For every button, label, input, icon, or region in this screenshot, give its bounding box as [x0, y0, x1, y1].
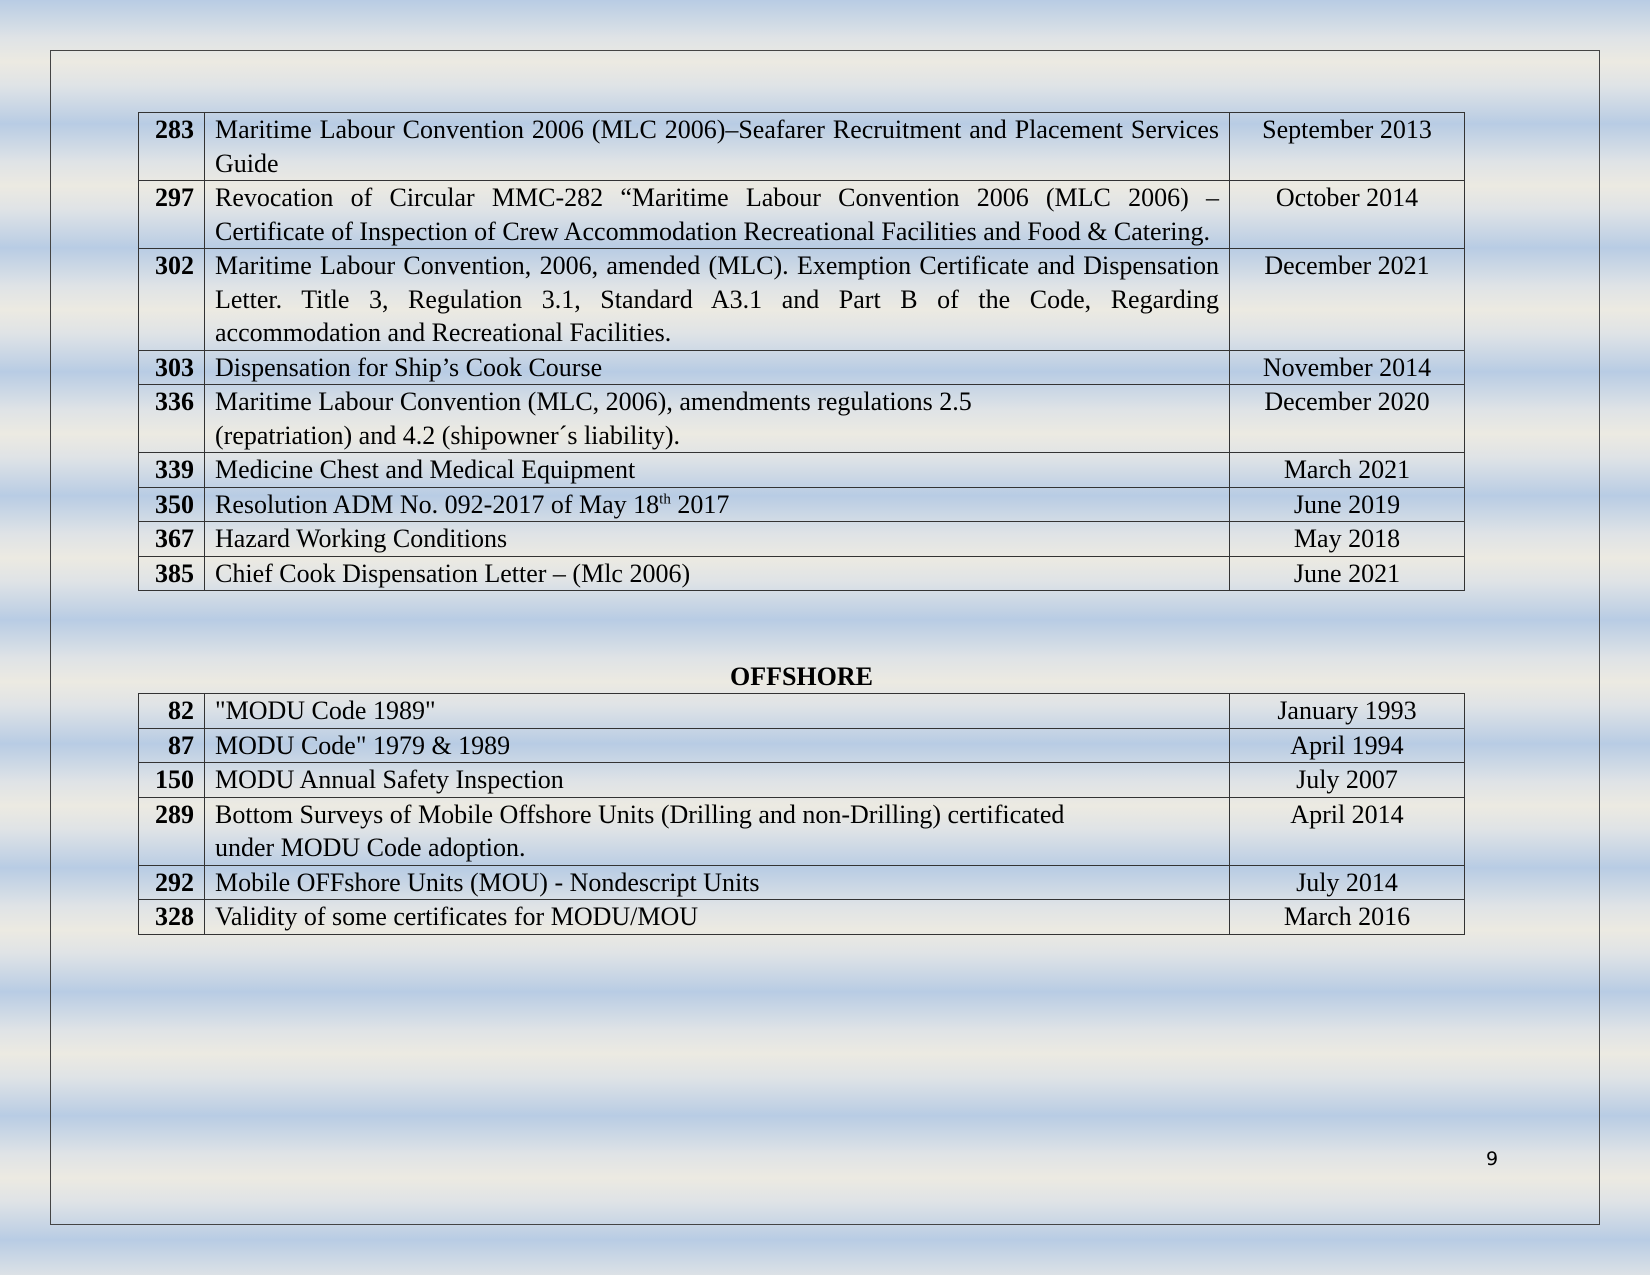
circular-date: September 2013 [1230, 113, 1465, 181]
circular-description [205, 487, 1230, 522]
table-row [139, 181, 1465, 249]
circular-date: December 2020 [1230, 385, 1465, 453]
circular-description: Chief Cook Dispensation Letter – (Mlc 2006) [205, 556, 1230, 591]
circular-number: 82 [139, 694, 205, 729]
circular-description: Medicine Chest and Medical Equipment [205, 453, 1230, 488]
circular-number: 328 [139, 900, 205, 935]
circular-date: December 2021 [1230, 249, 1465, 351]
description-line: (repatriation) and 4.2 (shipowner´s liability). [215, 420, 680, 450]
mlc-circulars-table [138, 112, 1465, 591]
circular-date: June 2019 [1230, 487, 1465, 522]
circular-date: April 2014 [1230, 797, 1465, 865]
table-row [139, 900, 1465, 935]
ordinal-suffix: th [659, 490, 671, 507]
circular-number: 150 [139, 763, 205, 798]
circular-description: Mobile OFFshore Units (MOU) - Nondescript Units [205, 865, 1230, 900]
circular-description: MODU Code" 1979 & 1989 [205, 728, 1230, 763]
circular-number: 297 [139, 181, 205, 249]
section-title: OFFSHORE [729, 662, 873, 691]
circular-number: 302 [139, 249, 205, 351]
circular-description: Revocation of Circular MMC-282 “Maritime Labour Convention 2006 (MLC 2006) – Certificate of Inspection of Crew Accommodation Recreational Facilities and Food & Catering. [205, 181, 1230, 249]
circular-date: July 2014 [1230, 865, 1465, 900]
description-line: Bottom Surveys of Mobile Offshore Units (Drilling and non-Drilling) certificated [215, 799, 1065, 829]
page-number: 9 [1486, 1148, 1499, 1170]
circular-description: "MODU Code 1989" [205, 694, 1230, 729]
table-row [139, 694, 1465, 729]
table-row [139, 249, 1465, 351]
table-row [139, 556, 1465, 591]
table-row [139, 797, 1465, 865]
circular-description: Maritime Labour Convention, 2006, amended (MLC). Exemption Certificate and Dispensation Letter. Title 3, Regulation 3.1, Standard A3.1 and Part B of the Code, Regarding accommodation and Recreational Facilities. [205, 249, 1230, 351]
description-text: 2017 [670, 489, 730, 519]
table-row [139, 522, 1465, 557]
circular-number: 367 [139, 522, 205, 557]
circular-date: July 2007 [1230, 763, 1465, 798]
circular-number: 336 [139, 385, 205, 453]
table-row [139, 385, 1465, 453]
description-line: Maritime Labour Convention (MLC, 2006), amendments regulations 2.5 [215, 387, 972, 416]
circular-number: 283 [139, 113, 205, 181]
circular-date: March 2016 [1230, 900, 1465, 935]
circular-number: 350 [139, 487, 205, 522]
circular-date: November 2014 [1230, 350, 1465, 385]
circular-number: 292 [139, 865, 205, 900]
circular-number: 385 [139, 556, 205, 591]
description-line: under MODU Code adoption. [215, 833, 526, 862]
circular-description: Dispensation for Ship’s Cook Course [205, 350, 1230, 385]
circular-date: May 2018 [1230, 522, 1465, 557]
offshore-circulars-table [138, 693, 1465, 935]
table-row [139, 113, 1465, 181]
circular-number: 289 [139, 797, 205, 865]
description-text: Resolution ADM No. 092-2017 of May 18 [215, 489, 660, 519]
circular-date: October 2014 [1230, 181, 1465, 249]
circular-description [205, 797, 1230, 865]
table-row [139, 453, 1465, 488]
circular-description [205, 385, 1230, 453]
circular-description: MODU Annual Safety Inspection [205, 763, 1230, 798]
table-row [139, 487, 1465, 522]
circular-number: 87 [139, 728, 205, 763]
circular-date: June 2021 [1230, 556, 1465, 591]
circular-number: 339 [139, 453, 205, 488]
circular-description: Hazard Working Conditions [205, 522, 1230, 557]
circular-number: 303 [139, 350, 205, 385]
table-row [139, 763, 1465, 798]
circular-date: March 2021 [1230, 453, 1465, 488]
circular-description: Maritime Labour Convention 2006 (MLC 2006)–Seafarer Recruitment and Placement Services Guide [205, 113, 1230, 181]
table-row [139, 865, 1465, 900]
table-row [139, 350, 1465, 385]
table-row [139, 728, 1465, 763]
circular-date: April 1994 [1230, 728, 1465, 763]
circular-date: January 1993 [1230, 694, 1465, 729]
circular-description: Validity of some certificates for MODU/MOU [205, 900, 1230, 935]
